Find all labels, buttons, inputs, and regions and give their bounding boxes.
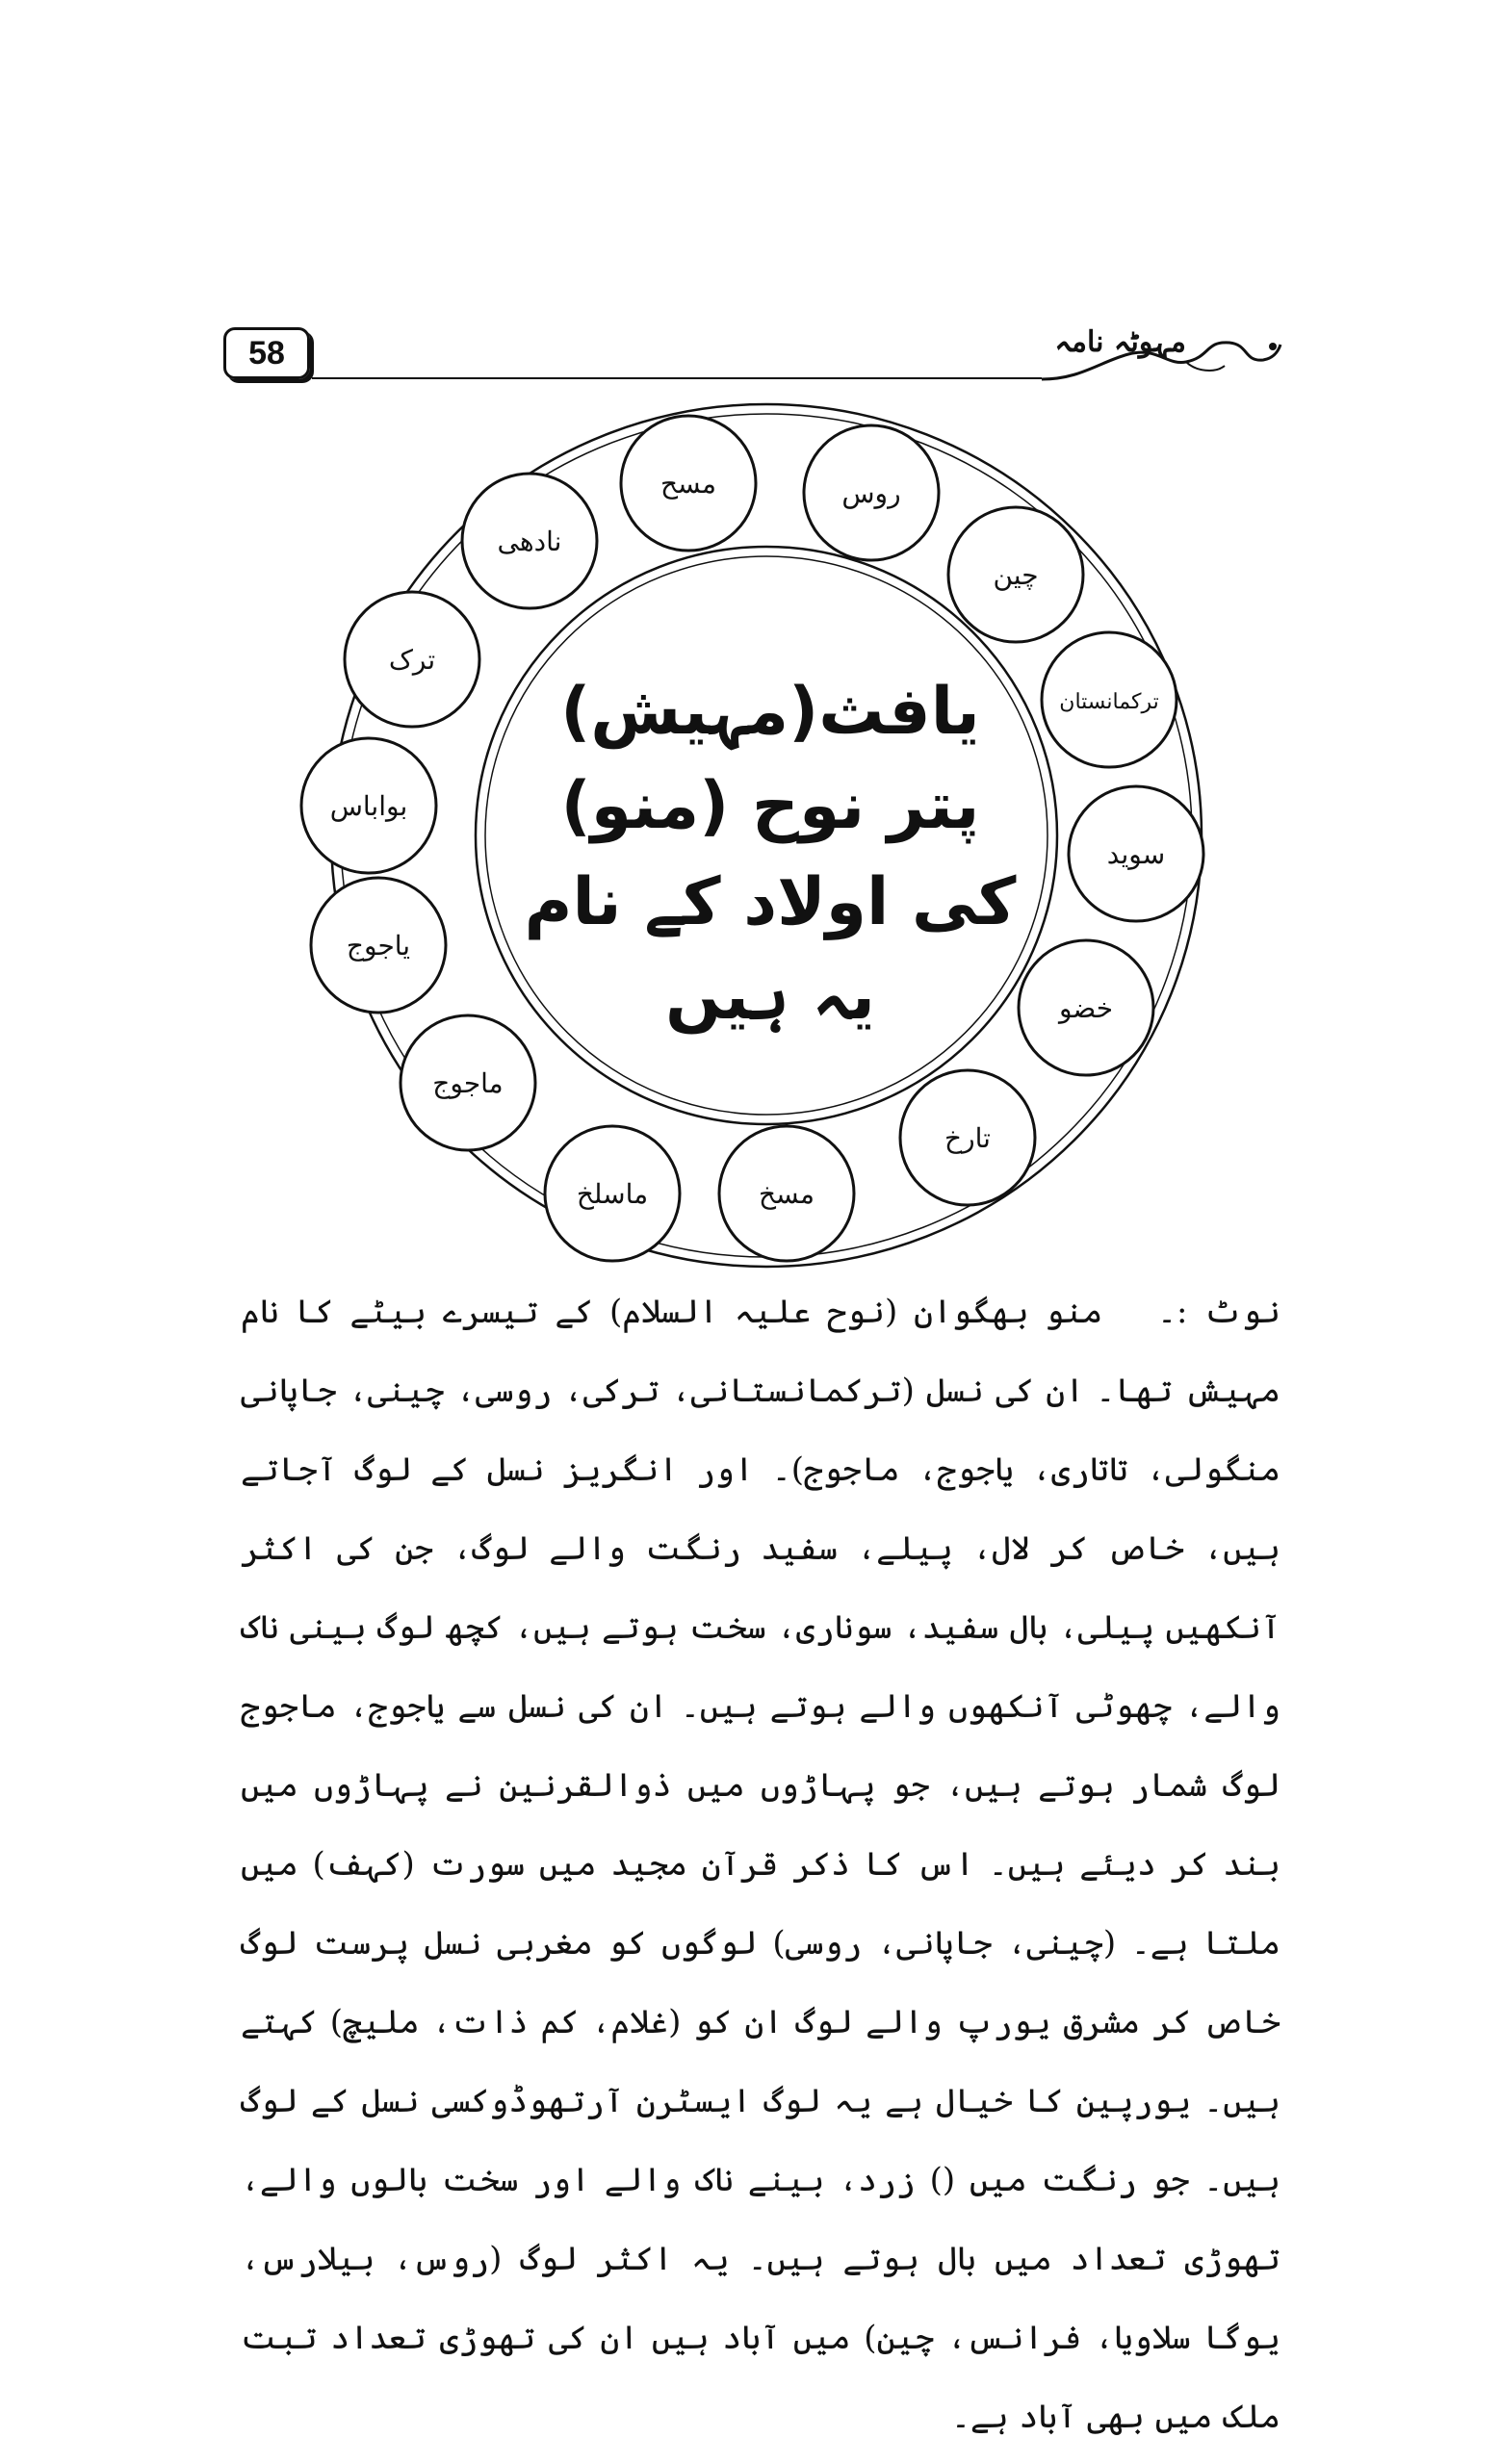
name-label: ترکمانستان — [1059, 690, 1159, 714]
name-label: مسح — [659, 468, 717, 500]
name-node — [948, 507, 1083, 642]
name-node — [621, 416, 756, 551]
name-label: نادھی — [497, 526, 562, 557]
name-node — [719, 1126, 854, 1261]
name-node — [301, 738, 436, 873]
note-paragraph — [241, 1272, 1280, 2456]
name-node — [1042, 632, 1177, 767]
center-line-2: پتر نوح (منو) — [560, 768, 980, 844]
name-label: سوید — [1106, 838, 1166, 870]
center-line-1: یافث(مہیش) — [560, 674, 980, 750]
page-number: 58 — [223, 327, 310, 379]
book-title: مہوٹہ نامہ — [1054, 325, 1186, 359]
name-label: یاجوج — [346, 930, 411, 962]
name-node — [1019, 940, 1153, 1075]
name-node — [345, 592, 479, 727]
note-text: منو بھگوان (نوح علیہ السلام) کے تیسرے بیٹے کا نام مہیش تھا۔ ان کی نسل (ترکمانستانی، ترکی، روسی، چینی، جاپانی منگولی، تاتاری، یاجوج، ماجوج)۔ اور انگریز نسل کے لوگ آجاتے ہیں، خاص کر لال، پیلے، سفید رنگت والے لوگ، جن کی اکثر آنکھیں پیلی، بال سفید، سوناری، سخت ہوتے ہیں، کچھ لوگ بینی ناک والے، چھوٹی آنکھوں والے ہوتے ہیں۔ ان کی نسل سے یاجوج، ماجوج لوگ شمار ہوتے ہیں، جو پہاڑوں میں ذوالقرنین نے پہاڑوں میں بند کر دیئے ہیں۔ اس کا ذکر قرآن مجید میں سورت (کہف) میں ملتا ہے۔ (چینی، جاپانی، روسی) لوگوں کو مغربی نسل پرست لوگ خاص کر مشرق یورپ والے لوگ ان کو (غلام، کم ذات، ملیچ) کہتے ہیں۔ یورپین کا خیال ہے یہ لوگ ایسٹرن آرتھوڈوکسی نسل کے لوگ ہیں۔ جو رنگت میں () زرد، بینے ناک والے اور سخت بالوں والے، تھوڑی تعداد میں بال ہوتے ہیں۔ یہ اکثر لوگ (روس، بیلارس، یوگا سلاویا، فرانس، چین) میں آباد ہیں ان کی تھوڑی تعداد تبت ملک میں بھی آباد ہے۔ — [241, 1293, 1280, 2436]
name-node — [462, 474, 597, 608]
name-label: چین — [993, 559, 1039, 591]
center-line-3: کی اولاد کے نام — [524, 864, 1017, 940]
name-label: بواباس — [329, 790, 408, 822]
name-label: مسخ — [758, 1178, 815, 1210]
name-node — [401, 1015, 535, 1150]
name-node — [545, 1126, 680, 1261]
name-label: خضو — [1058, 992, 1114, 1024]
name-label: تارخ — [944, 1122, 991, 1154]
name-label: ترک — [388, 644, 436, 676]
name-label: ماسلخ — [576, 1178, 649, 1210]
note-label: نوٹ :۔ — [1157, 1293, 1280, 1331]
center-title — [525, 674, 1017, 1035]
name-node — [1069, 786, 1203, 921]
name-label: ماجوج — [432, 1067, 504, 1099]
name-label: روس — [841, 477, 901, 509]
name-node — [311, 878, 446, 1013]
name-node — [900, 1070, 1035, 1205]
center-line-4: یہ ہیں — [665, 959, 875, 1035]
name-node — [804, 425, 939, 560]
